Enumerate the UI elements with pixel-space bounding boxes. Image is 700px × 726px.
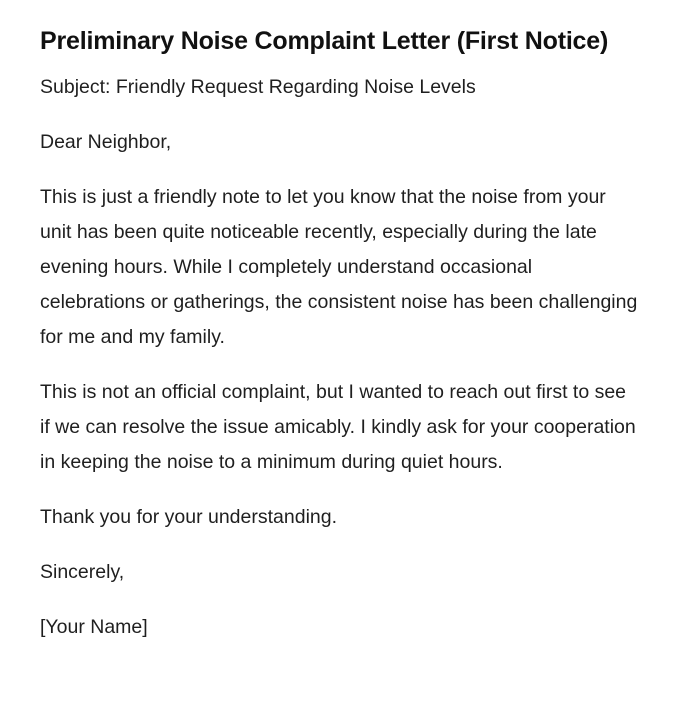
letter-paragraph: This is just a friendly note to let you know that the noise from your unit has been quite noticeable recently, especially during the late evening hours. While I completely understand occasional celebrations or gatherings, the consistent noise has been challenging for me and my family. <box>40 186 638 348</box>
letter-closing: Sincerely, <box>40 561 125 583</box>
letter-subject: Subject: Friendly Request Regarding Noise Levels <box>40 76 476 98</box>
letter-title: Preliminary Noise Complaint Letter (First Notice) <box>40 27 609 55</box>
letter-thanks: Thank you for your understanding. <box>40 506 338 528</box>
letter-signature: [Your Name] <box>40 616 148 638</box>
letter-greeting: Dear Neighbor, <box>40 131 172 153</box>
letter-paragraph: This is not an official complaint, but I wanted to reach out first to see if we can resolve the issue amicably. I kindly ask for your cooperation in keeping the noise to a minimum during quiet hours. <box>40 381 636 473</box>
